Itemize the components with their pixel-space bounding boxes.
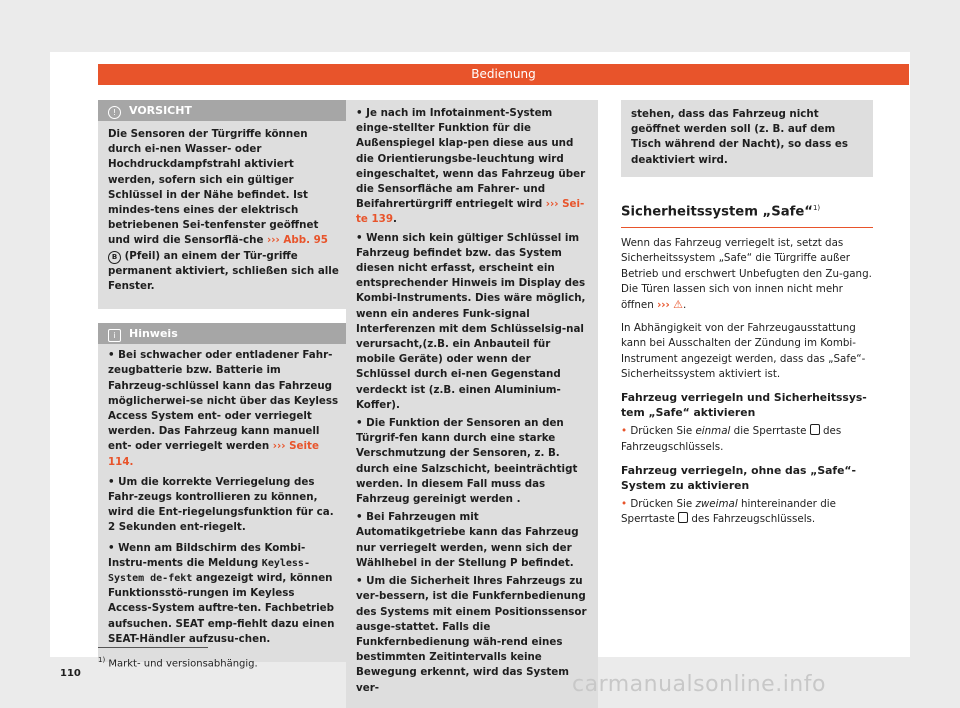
hinweis-bullet-2: • Um die korrekte Verriegelung des Fahr-zeugs kontrollieren zu können, wird die Ent-riegelungsfunktion für ca. 2 Sekunden ent-riegelt. — [108, 475, 334, 534]
callout-b: B — [108, 251, 121, 264]
hinweis-b2-text: Um die korrekte Verriegelung des Fahr-zeugs kontrollieren zu können, wird die Ent-riegelungsfunktion für ca. 2 Sekunden ent-riegelt. — [108, 475, 334, 534]
lock-icon — [810, 424, 820, 435]
figure-link[interactable]: Abb. 95 — [283, 234, 328, 247]
mid-b5-text: Um die Sicherheit Ihres Fahrzeugs zu ver-bessern, ist die Funkfernbedienung des Systems mit einem Positionssensor ausge-stattet. Falls die Funkfernbedienung wäh-rend eines bestimmten Zeitintervalls keine Bewegung erkennt, wird das System ver- — [356, 575, 587, 694]
safe-paragraph-1 — [621, 236, 873, 313]
step-1: • Drücken Sie einmal die Sperrtaste des Fahrzeugschlüssels. — [621, 425, 842, 453]
mid-bullet-3: • Die Funktion der Sensoren an den Türgrif-fen kann durch eine starke Verschmutzung der Sensoren, z. B. durch eine Salzschicht, beeinträchtigt werden. In diesem Fall muss das Fahrzeug gereinigt werden . — [356, 417, 578, 506]
hinweis-title: Hinweis — [129, 327, 178, 341]
column-right — [621, 100, 873, 528]
mid-b3-text: Die Funktion der Sensoren an den Türgrif-fen kann durch eine starke Verschmutzung der Sensoren, z. B. durch eine Salzschicht, beeinträchtigt werden. In diesem Fall muss das Fahrzeug gereinigt werden . — [356, 417, 578, 506]
arrows: ››› — [545, 198, 559, 211]
hinweis-continued-box — [346, 100, 598, 708]
step-2: • Drücken Sie zweimal hintereinander die Sperrtaste des Fahrzeugschlüssels. — [621, 498, 836, 526]
vorsicht-text-2: (Pfeil) an einem der Tür-griffe permanent aktiviert, schließen sich alle Fenster. — [108, 249, 339, 293]
footnote-text: Markt- und versionsabhängig. — [108, 658, 258, 670]
step-1-em: einmal — [695, 425, 731, 438]
mid-b1-end: . — [392, 213, 397, 226]
safe-p1-text: Wenn das Fahrzeug verriegelt ist, setzt das Sicherheitssystem „Safe“ die Türgriffe außer Betrieb und erschwert Unbefugten den Zu-gang. Die Türen lassen sich von innen nicht mehr öffnen — [621, 237, 872, 312]
subheading-1: Fahrzeug verriegeln und Sicherheitssys-tem „Safe“ aktivieren — [621, 391, 867, 420]
page-link[interactable]: Sei-te 139 — [356, 198, 585, 226]
warning-triangle-icon: ⚠ — [673, 298, 683, 312]
section-header: Bedienung — [98, 64, 909, 85]
mid-bullet-4: • Bei Fahrzeugen mit Automatikgetriebe kann das Fahrzeug nur verriegelt werden, wenn sich der Wählhebel in der Stellung P befindet. — [356, 511, 579, 569]
mid-b4-text: Bei Fahrzeugen mit Automatikgetriebe kann das Fahrzeug nur verriegelt werden, wenn sich der Wählhebel in der Stellung P befindet. — [356, 511, 579, 569]
hinweis-b3-text-b: angezeigt wird, können Funktionsstö-rungen im Keyless Access-System auftre-ten. Fachbetrieb aufsuchen. SEAT emp-fiehlt dazu einen SEAT-Händler aufzusu-chen. — [108, 572, 335, 645]
footnote — [98, 656, 258, 669]
step-1-c: des Fahrzeugschlüssels. — [621, 425, 842, 453]
display-message: Keyless-System de-fekt — [108, 557, 310, 585]
vorsicht-header — [98, 100, 350, 121]
step-2-c: des Fahrzeugschlüssels. — [688, 513, 816, 526]
hinweis-body — [98, 344, 350, 662]
footnote-mark: 1) — [98, 656, 106, 664]
footnote-ref: 1) — [812, 203, 821, 212]
hinweis-box — [98, 323, 350, 662]
hinweis-b3-text-a: Wenn am Bildschirm des Kombi-Instru-ments die Meldung — [108, 541, 306, 569]
hinweis-b1-text: Bei schwacher oder entladener Fahr-zeugbatterie bzw. Batterie im Fahrzeug-schlüssel kann das Fahrzeug möglicherwei-se nicht über das Keyless Access System ent- oder verriegelt werden. Das Fahrzeug kann manuell ent- oder verriegelt werden — [108, 349, 339, 453]
step-2-b: hintereinander die Sperrtaste — [621, 498, 836, 526]
mid-bullet-1: • Je nach im Infotainment-System einge-stellter Funktion für die Außenspiegel klap-pen diese aus und die Orientierungsbe-leuchtung wird eingeschaltet, wenn das Fahrzeug über die Sensorfläche am Fahrer- und Beifahrertürgriff entriegelt wird ››› Sei-te 139. — [356, 107, 586, 226]
subheading-2: Fahrzeug verriegeln, ohne das „Safe“-System zu aktivieren — [621, 463, 856, 493]
section-heading — [621, 199, 873, 228]
vorsicht-box — [98, 100, 350, 309]
safe-p1-end: . — [682, 299, 687, 312]
page-link[interactable]: Seite 114. — [108, 440, 319, 468]
step-1-a: Drücken Sie — [630, 425, 696, 438]
vorsicht-text — [108, 127, 340, 294]
section-heading-text: Sicherheitssystem „Safe“ — [621, 204, 813, 220]
footnote-rule — [98, 647, 208, 648]
vorsicht-text-1: Die Sensoren der Türgriffe können durch ei-nen Wasser- oder Hochdruckdampfstrahl aktiviert werden, sofern sich ein gültiger Schlüssel in der Nähe befindet. Ist mindes-tens eines der elektrisch betriebenen Sei-tenfenster geöffnet und wird die Sensorflä-che — [108, 128, 319, 247]
step-2-a: Drücken Sie — [630, 498, 696, 511]
step-1-b: die Sperrtaste — [730, 425, 810, 438]
box-continued-text: stehen, dass das Fahrzeug nicht geöffnet werden soll (z. B. auf dem Tisch während der Nacht), so dass es deaktiviert wird. — [631, 108, 849, 166]
mid-bullet-2: • Wenn sich kein gültiger Schlüssel im Fahrzeug befindet bzw. das System diesen nicht erfasst, erscheint ein entsprechender Hinweis im Display des Kombi-Instruments. Dies wäre möglich, wenn ein anderes Funk-signal Interferenzen mit dem Schlüsselsig-nal verursacht,(z.B. ein Anbauteil für mobile Geräte) oder wenn der Schlüssel durch ei-nen Gegenstand verdeckt ist (z.B. einen Aluminium-Koffer). — [356, 231, 586, 411]
info-circle-icon: ! — [108, 106, 121, 119]
hinweis-bullet-3: • Wenn am Bildschirm des Kombi-Instru-ments die Meldung Keyless-System de-fekt angezeigt wird, können Funktionsstö-rungen im Keyless Access-System auftre-ten. Fachbetrieb aufsuchen. SEAT emp-fiehlt dazu einen SEAT-Händler aufzusu-chen. — [108, 541, 335, 645]
arrows: ››› — [657, 299, 670, 312]
mid-b1-text: Je nach im Infotainment-System einge-stellter Funktion für die Außenspiegel klap-pen diese aus und die Orientierungsbe-leuchtung wird eingeschaltet, wenn das Fahrzeug über die Sensorfläche am Fahrer- und Beifahrertürgriff entriegelt wird — [356, 107, 586, 211]
hinweis-header — [98, 323, 350, 344]
arrows: ››› — [272, 440, 286, 453]
page-number: 110 — [60, 668, 81, 679]
safe-paragraph-2: In Abhängigkeit von der Fahrzeugausstattung kann bei Ausschalten der Zündung im Kombi-Instrument angezeigt werden, dass das „Safe“-Sicherheitssystem aktiviert ist. — [621, 322, 866, 380]
column-middle — [346, 100, 598, 708]
info-square-icon: i — [108, 329, 121, 342]
step-2-em: zweimal — [695, 498, 738, 511]
watermark: carmanualsonline.info — [572, 672, 826, 697]
mid-bullet-5: • Um die Sicherheit Ihres Fahrzeugs zu ver-bessern, ist die Funkfernbedienung des Systems mit einem Positionssensor ausge-stattet. Falls die Funkfernbedienung wäh-rend eines bestimmten Zeitintervalls keine Bewegung erkennt, wird das System ver- — [356, 575, 587, 694]
vorsicht-body — [98, 121, 350, 309]
hinweis-bullet-1: • Bei schwacher oder entladener Fahr-zeugbatterie bzw. Batterie im Fahrzeug-schlüssel kann das Fahrzeug möglicherwei-se nicht über das Keyless Access System ent- oder verriegelt werden. Das Fahrzeug kann manuell ent- oder verriegelt werden ››› Seite 114. — [108, 349, 339, 468]
hinweis-continued-box-2 — [621, 100, 873, 177]
lock-icon — [678, 512, 688, 523]
arrows: ››› — [267, 234, 280, 247]
column-left — [98, 100, 350, 662]
mid-b2-text: Wenn sich kein gültiger Schlüssel im Fahrzeug befindet bzw. das System diesen nicht erfasst, erscheint ein entsprechender Hinweis im Display des Kombi-Instruments. Dies wäre möglich, wenn ein anderes Funk-signal Interferenzen mit dem Schlüsselsig-nal verursacht,(z.B. ein Anbauteil für mobile Geräte) oder wenn der Schlüssel durch ei-nen Gegenstand verdeckt ist (z.B. einen Aluminium-Koffer). — [356, 231, 586, 411]
vorsicht-title: VORSICHT — [129, 104, 192, 117]
